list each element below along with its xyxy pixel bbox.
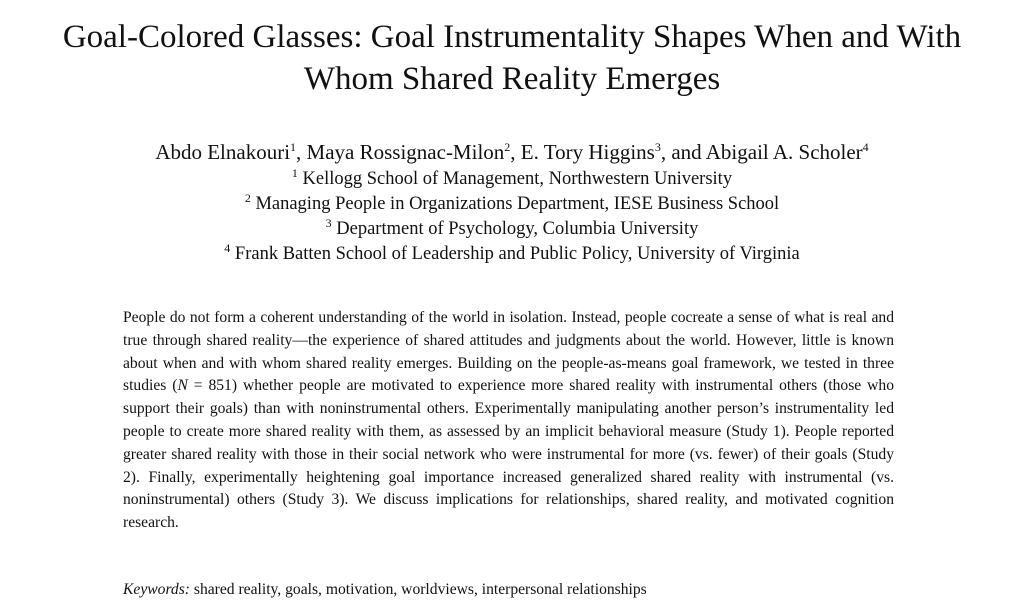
author-affiliation-marker: 4 — [862, 140, 869, 154]
affiliation-text: Managing People in Organizations Department, IESE Business School — [255, 194, 780, 214]
affiliation-marker: 4 — [224, 240, 231, 255]
sample-size-symbol: N — [177, 377, 188, 395]
affiliation-text: Kellogg School of Management, Northwestern University — [302, 169, 733, 189]
affiliation-item — [0, 242, 1024, 267]
author-name: E. Tory Higgins — [520, 140, 655, 164]
affiliation-marker: 2 — [244, 190, 251, 205]
abstract — [123, 307, 894, 535]
author-name: Maya Rossignac-Milon — [306, 140, 505, 164]
author-list — [0, 138, 1024, 166]
author-separator: , — [510, 140, 521, 164]
author-affiliation-marker: 2 — [504, 140, 511, 154]
author-affiliation-marker: 3 — [654, 140, 661, 154]
paper-title — [0, 16, 1024, 100]
abstract-text-part-1: People do not form a coherent understanding of the world in isolation. Instead, people cocreate a sense of what is real and true through shared reality—the experience of shared attitudes and judgments about the world. However, little is known about when and with whom shared reality emerges. Building on the people-as-means goal framework, we tested in three studies ( — [123, 309, 894, 395]
keywords-text: shared reality, goals, motivation, worldviews, interpersonal relationships — [190, 581, 647, 598]
title-line-2: Whom Shared Reality Emerges — [303, 61, 721, 97]
sample-size-value: = 851 — [187, 377, 232, 395]
affiliation-item — [0, 217, 1024, 242]
affiliation-item — [0, 167, 1024, 192]
keywords-label: Keywords: — [123, 581, 190, 598]
author-name: Abigail A. Scholer — [705, 140, 863, 164]
author-affiliation-marker: 1 — [290, 140, 297, 154]
keywords — [123, 579, 894, 601]
author-name: Abdo Elnakouri — [155, 140, 291, 164]
affiliation-item — [0, 192, 1024, 217]
affiliation-marker: 1 — [291, 165, 298, 180]
affiliation-list — [0, 167, 1024, 267]
abstract-text-part-2: ) whether people are motivated to experience more shared reality with instrumental others (those who support their goals) than with noninstrumental others. Experimentally manipulating another person’s instrumentality led people to create more shared reality with them, as assessed by an implicit behavioral measure (Study 1). People reported greater shared reality with those in their social network who were instrumental for more (vs. fewer) of their goals (Study 2). Finally, experimentally heightening goal importance increased generalized shared reality with instrumental (vs. noninstrumental) others (Study 3). We discuss implications for relationships, shared reality, and motivated cognition research. — [123, 377, 894, 532]
author-separator: , — [296, 140, 307, 164]
author-separator: , and — [660, 140, 706, 164]
title-line-1: Goal-Colored Glasses: Goal Instrumentality Shapes When and With — [62, 19, 962, 55]
affiliation-text: Frank Batten School of Leadership and Public Policy, University of Virginia — [234, 244, 800, 264]
affiliation-marker: 3 — [325, 215, 332, 230]
affiliation-text: Department of Psychology, Columbia University — [336, 219, 699, 239]
